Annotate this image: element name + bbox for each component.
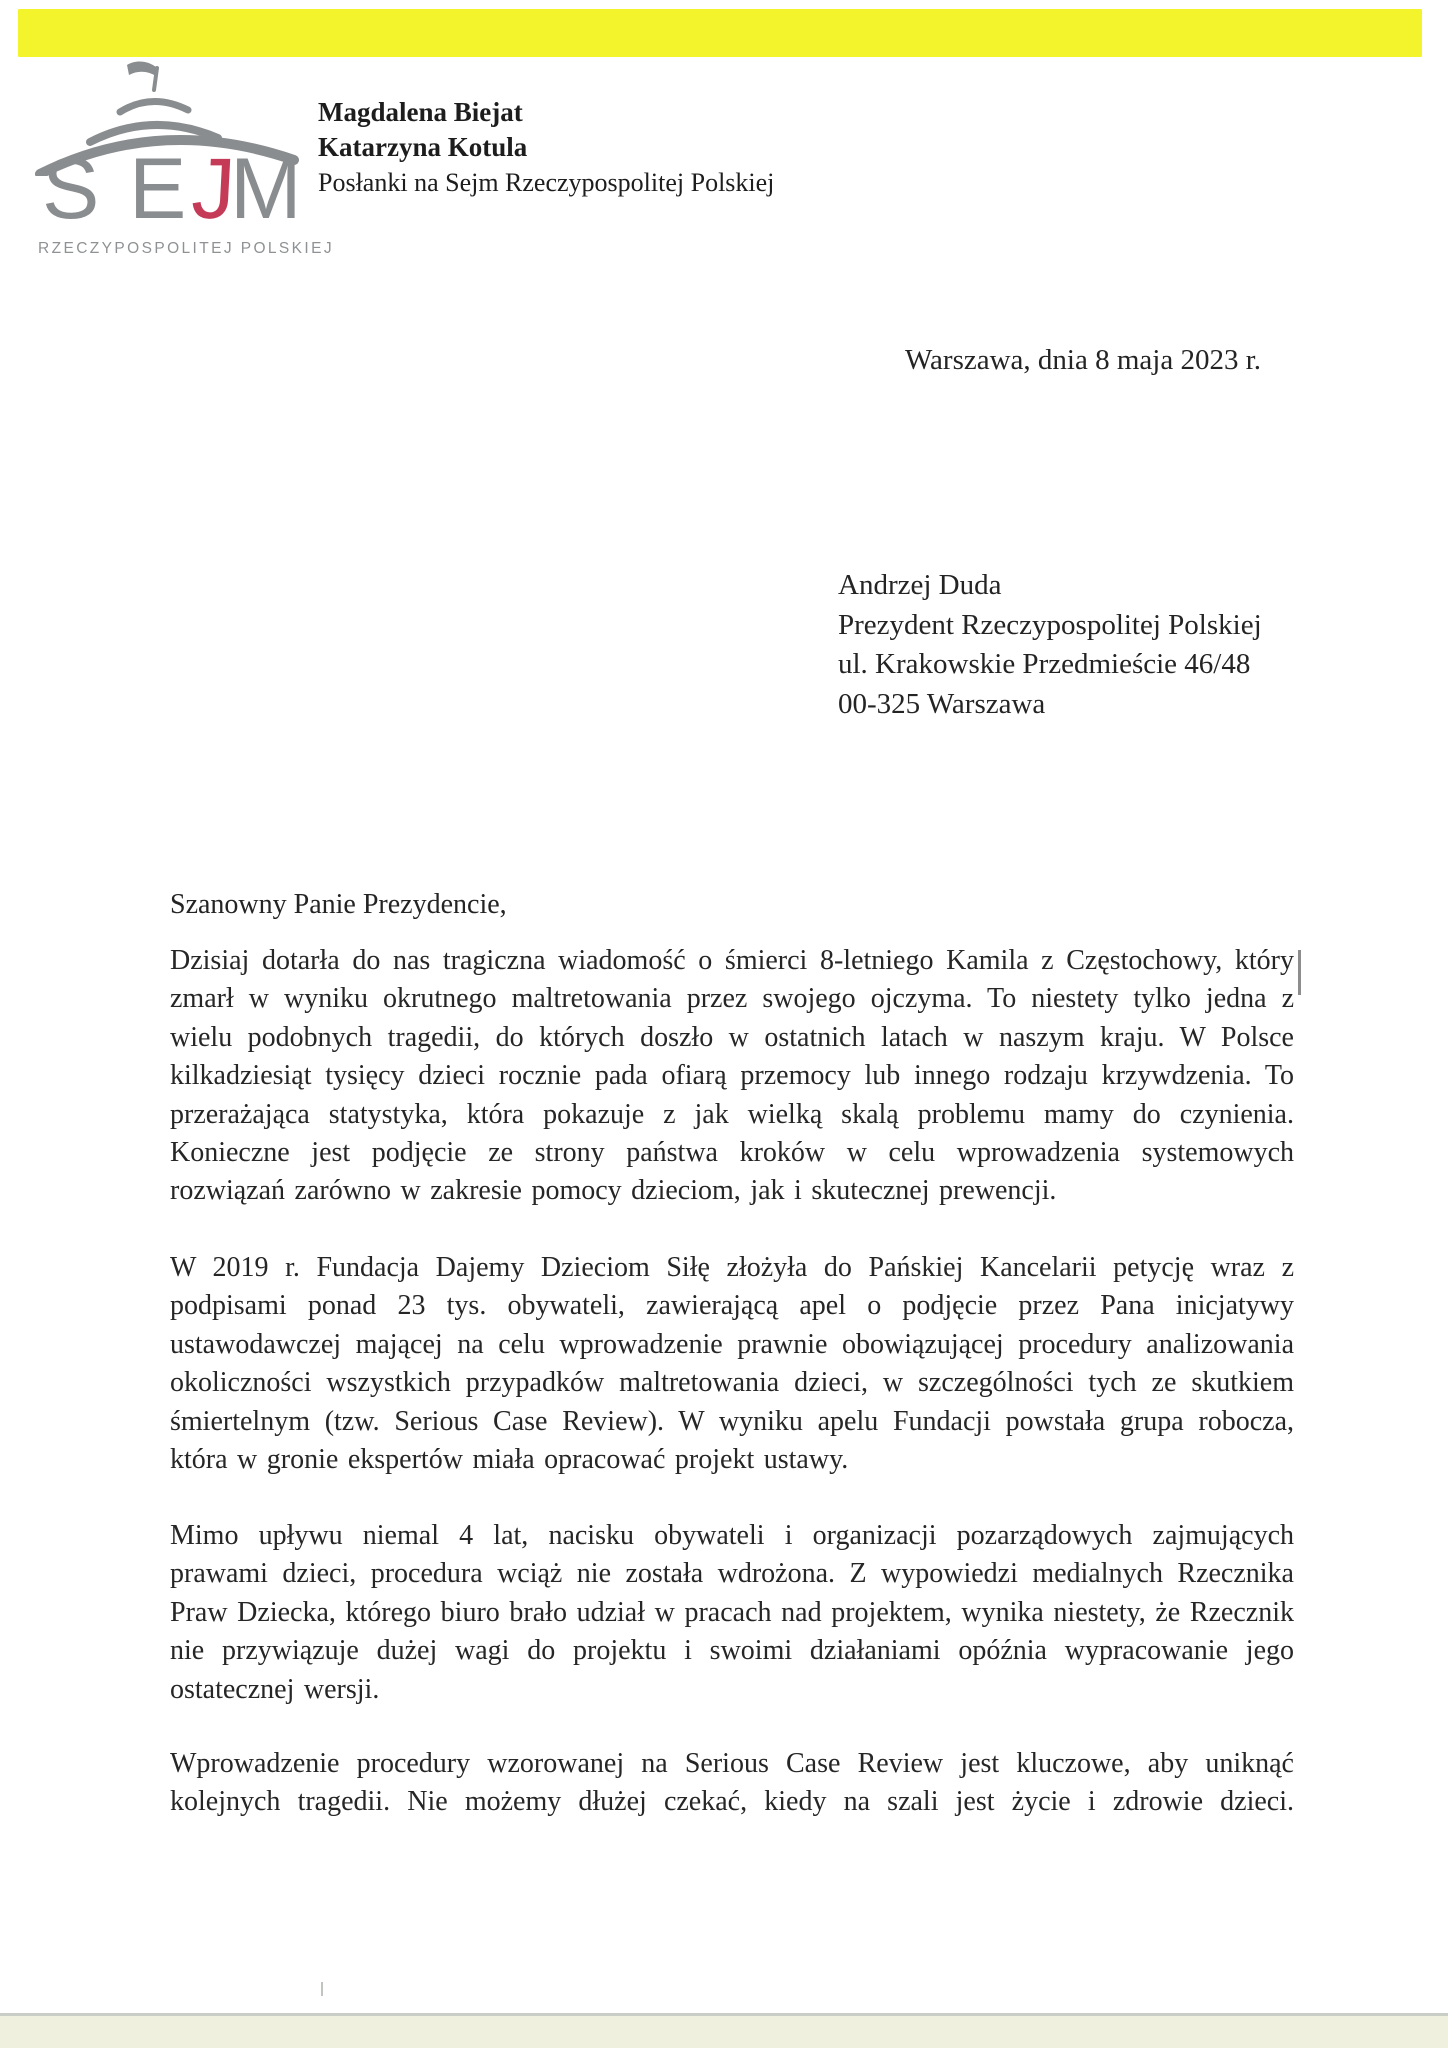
scan-speck — [321, 1982, 323, 1996]
sender-role: Posłanki na Sejm Rzeczypospolitej Polskiej — [318, 168, 775, 197]
logo-letter-j: J — [189, 141, 238, 237]
sejm-logo — [32, 56, 322, 246]
body-paragraph-4: Wprowadzenie procedury wzorowanej na Serious Case Review jest kluczowe, aby uniknąć kolejnych tragedii. Nie możemy dłużej czekać, kiedy na szali jest życie i zdrowie dzieci. — [170, 1748, 1294, 1818]
scan-margin-artifact — [1298, 950, 1301, 995]
body-paragraph-3: Mimo upływu niemal 4 lat, nacisku obywateli i organizacji pozarządowych zajmujących prawami dzieci, procedura wciąż nie została wdrożona. Z wypowiedzi medialnych Rzecznika Praw Dziecka, którego biuro brało udział w pracach nad projektem, wynika niestety, że Rzecznik nie przywiązuje dużej wagi do projektu i swoimi działaniami opóźnia wypracowanie jego ostatecznej wersji. — [170, 1520, 1294, 1705]
sender-name-1: Magdalena Biejat — [318, 97, 523, 127]
logo-letter-e: E — [129, 141, 187, 237]
bottom-scan-band — [0, 2016, 1448, 2048]
recipient-title: Prezydent Rzeczypospolitej Polskiej — [838, 608, 1262, 641]
recipient-street: ul. Krakowskie Przedmieście 46/48 — [838, 648, 1251, 680]
salutation: Szanowny Panie Prezydencie, — [170, 889, 507, 920]
date-line: Warszawa, dnia 8 maja 2023 r. — [905, 344, 1262, 376]
logo-subtitle: RZECZYPOSPOLITEJ POLSKIEJ — [38, 240, 335, 257]
recipient-block — [838, 566, 1262, 724]
body-paragraph-1: Dzisiaj dotarła do nas tragiczna wiadomość o śmierci 8-letniego Kamila z Częstochowy, który zmarł w wyniku okrutnego maltretowania przez swojego ojczyma. To niestety tylko jedna z wielu podobnych tragedii, do których doszło w ostatnich latach w naszym kraju. W Polsce kilkadziesiąt tysięcy dzieci rocznie pada ofiarą przemocy lub innego rodzaju krzywdzenia. To przerażająca statystyka, która pokazuje z jak wielką skalą problemu mamy do czynienia. Konieczne jest podjęcie ze strony państwa kroków w celu wprowadzenia systemowych rozwiązań zarówno w zakresie pomocy dzieciom, jak i skutecznej prewencji. — [170, 945, 1294, 1207]
logo-letter-m: M — [230, 141, 302, 237]
top-redaction-highlight — [18, 9, 1422, 57]
recipient-name: Andrzej Duda — [838, 569, 1002, 601]
logo-letter-s: S — [42, 141, 100, 237]
body-paragraph-2: W 2019 r. Fundacja Dajemy Dzieciom Siłę złożyła do Pańskiej Kancelarii petycję wraz z podpisami ponad 23 tys. obywateli, zawierającą apel o podjęcie przez Pana inicjatywy ustawodawczej mającej na celu wprowadzenie prawnie obowiązującej procedury analizowania okoliczności wszystkich przypadków maltretowania dzieci, w szczególności tych ze skutkiem śmiertelnym (tzw. Serious Case Review). W wyniku apelu Fundacji powstała grupa robocza, która w gronie ekspertów miała opracować projekt ustawy. — [170, 1252, 1294, 1476]
sender-name-2: Katarzyna Kotula — [318, 132, 528, 162]
sender-block — [318, 95, 774, 200]
recipient-city: 00-325 Warszawa — [838, 687, 1046, 720]
